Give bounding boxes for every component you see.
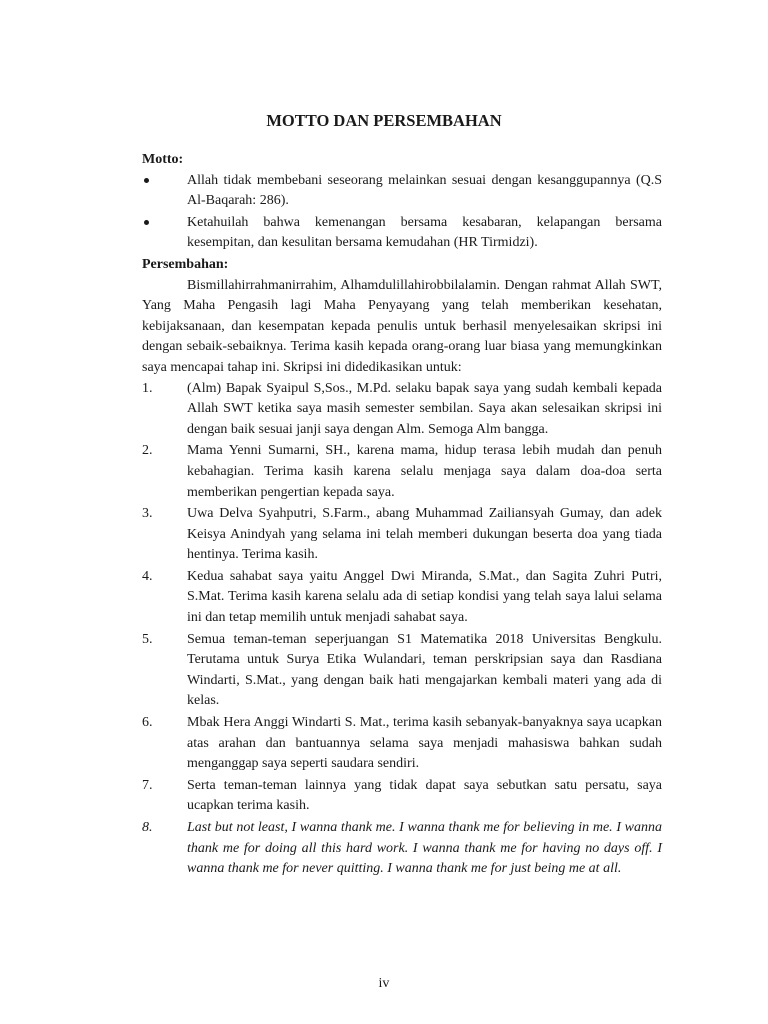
motto-item-text: Allah tidak membebani seseorang melainkan sesuai dengan kesanggupannya (Q.S Al-Baqarah: 286). (187, 172, 662, 209)
motto-heading: Motto: (142, 152, 184, 167)
dedication-number: 3. (142, 506, 153, 522)
dedication-item (142, 818, 662, 880)
persembahan-intro: Bismillahirrahmanirrahim, Alhamdulillahirobbilalamin. Dengan rahmat Allah SWT, Yang Maha Pengasih lagi Maha Penyayang yang telah memberikan kesehatan, kebijaksanaan, dan kesempatan kepada penulis untuk berhasil menyelesaikan skripsi ini dengan sebaik-sebaiknya. Terima kasih kepada orang-orang luar biasa yang memungkinkan saya mencapai tahap ini. Skripsi ini didedikasikan untuk: (142, 277, 662, 375)
dedication-text: Last but not least, I wanna thank me. I wanna thank me for believing in me. I wanna thank me for doing all this hard work. I wanna thank me for having no days off. I wanna thank me for never quitting. I wanna thank me for just being me at all. (187, 820, 662, 877)
page-title: MOTTO DAN PERSEMBAHAN (266, 111, 502, 130)
dedication-number: 5. (142, 631, 153, 647)
dedication-number: 6. (142, 715, 153, 731)
dedication-text: Semua teman-teman seperjuangan S1 Matematika 2018 Universitas Bengkulu. Terutama untuk Surya Etika Wulandari, teman perskripsian saya dan Rasdiana Windarti, S.Mat., yang dengan baik hati mengajarkan kembali materi yang ada di kelas. (187, 631, 662, 709)
dedication-text: Uwa Delva Syahputri, S.Farm., abang Muhammad Zailiansyah Gumay, dan adek Keisya Anindyah yang selama ini telah memberi dukungan beserta doa yang tiada hentinya. Terima kasih. (187, 506, 662, 563)
dedication-item (142, 379, 662, 441)
dedication-item (142, 713, 662, 775)
page-content (142, 150, 662, 881)
dedication-number: 7. (142, 777, 153, 793)
dedication-text: Kedua sahabat saya yaitu Anggel Dwi Miranda, S.Mat., dan Sagita Zuhri Putri, S.Mat. Terima kasih karena selalu ada di setiap kondisi yang telah saya lalui selama ini dan tetap memilih untuk menjadi sahabat saya. (187, 568, 662, 626)
dedication-item (142, 441, 662, 503)
dedication-text: Serta teman-teman lainnya yang tidak dapat saya sebutkan satu persatu, saya ucapkan terima kasih. (187, 777, 662, 814)
dedication-number: 1. (142, 380, 153, 396)
dedication-number: 2. (142, 443, 153, 459)
dedication-text: Mbak Hera Anggi Windarti S. Mat., terima kasih sebanyak-banyaknya saya ucapkan atas arahan dan bantuannya selama saya menjadi mahasiswa bahkan sudah menganggap saya seperti saudara sendiri. (187, 715, 662, 772)
dedication-item (142, 504, 662, 566)
bullet-icon (144, 220, 149, 225)
dedication-item (142, 567, 662, 629)
dedication-number: 4. (142, 568, 153, 584)
motto-item-text: Ketahuilah bahwa kemenangan bersama kesabaran, kelapangan bersama kesempitan, dan kesulitan bersama kemudahan (HR Tirmidzi). (187, 214, 662, 251)
dedication-number: 8. (142, 820, 153, 835)
bullet-icon (144, 178, 149, 183)
dedication-item (142, 630, 662, 712)
motto-item (142, 171, 662, 212)
motto-item (142, 213, 662, 254)
persembahan-heading: Persembahan: (142, 256, 229, 272)
page-number: iv (378, 976, 390, 991)
dedication-text: Mama Yenni Sumarni, SH., karena mama, hidup terasa lebih mudah dan penuh kebahagian. Terima kasih karena selalu menjaga saya dalam doa-doa serta memberikan pengertian kepada saya. (187, 443, 662, 500)
dedication-item (142, 776, 662, 817)
dedication-text: (Alm) Bapak Syaipul S,Sos., M.Pd. selaku bapak saya yang sudah kembali kepada Allah SWT ketika saya masih semester sembilan. Saya akan selesaikan skripsi ini dengan baik sesuai janji saya dengan Alm. Semoga Alm bangga. (187, 380, 662, 437)
